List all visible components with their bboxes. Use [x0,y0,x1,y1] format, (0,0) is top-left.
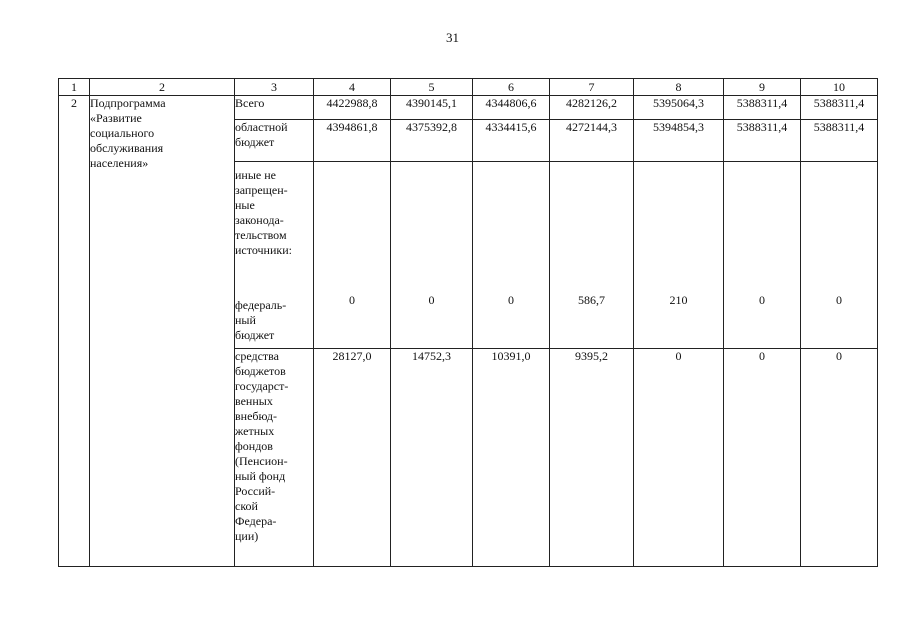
value-cell: 4344806,6 [473,96,550,120]
value-cell: 10391,0 [473,349,550,567]
funding-source [235,120,314,162]
column-header: 10 [801,79,878,96]
value-cell: 0 [391,162,473,349]
value-cell: 0 [801,162,878,349]
value-cell: 4282126,2 [550,96,634,120]
program-name-line: «Развитие [90,111,142,125]
row-number: 2 [59,96,90,567]
value-cell: 5395064,3 [634,96,724,120]
value-cell: 0 [634,349,724,567]
value-cell: 0 [724,349,801,567]
budget-table [58,78,878,567]
funding-source-line: бюджет [235,135,275,149]
value-cell: 5394854,3 [634,120,724,162]
value-cell: 28127,0 [314,349,391,567]
value-cell: 4375392,8 [391,120,473,162]
value-cell: 0 [473,162,550,349]
value-cell: 4394861,8 [314,120,391,162]
value-cell: 586,7 [550,162,634,349]
value-cell: 210 [634,162,724,349]
funding-source [235,162,314,349]
funding-source-line: внебюд- [235,409,277,423]
column-header: 3 [235,79,314,96]
value-cell: 5388311,4 [801,96,878,120]
funding-source-line: областной [235,120,288,134]
program-name-line: социального [90,126,155,140]
value-cell: 4272144,3 [550,120,634,162]
funding-source-line: государст- [235,379,289,393]
funding-source-line: источники: [235,243,292,257]
funding-source [235,96,314,120]
funding-source-line: ской [235,499,258,513]
funding-source-line: бюджетов [235,364,286,378]
funding-source-line: иные не [235,168,276,182]
value-cell: 0 [724,162,801,349]
page-number: 31 [446,30,459,45]
funding-source-line: запрещен- [235,183,288,197]
funding-source-line: бюджет [235,328,275,342]
funding-source-line: венных [235,394,273,408]
spacer [235,258,313,298]
funding-source-line: ный фонд [235,469,286,483]
column-header: 9 [724,79,801,96]
funding-source-line: федераль- [235,298,287,312]
funding-source-line: Федера- [235,514,277,528]
funding-source-line: тельством [235,228,287,242]
funding-source-line: Всего [235,96,265,110]
program-name-line: Подпрограмма [90,96,166,110]
value-cell: 0 [801,349,878,567]
funding-source-line: Россий- [235,484,276,498]
value-cell: 5388311,4 [724,120,801,162]
program-name-line: обслуживания [90,141,164,155]
funding-source [235,349,314,567]
header-row [59,79,878,96]
funding-source-line: фондов [235,439,273,453]
program-name [90,96,235,567]
program-name-line: населения» [90,156,149,170]
value-cell: 0 [314,162,391,349]
table-row [59,96,878,120]
value-cell: 14752,3 [391,349,473,567]
column-header: 6 [473,79,550,96]
funding-source-line: ные [235,198,255,212]
funding-source-line: ный [235,313,256,327]
funding-source-line: законода- [235,213,284,227]
funding-source-line: жетных [235,424,275,438]
column-header: 8 [634,79,724,96]
column-header: 7 [550,79,634,96]
value-cell: 4390145,1 [391,96,473,120]
column-header: 5 [391,79,473,96]
value-cell: 4422988,8 [314,96,391,120]
value-cell: 5388311,4 [724,96,801,120]
value-cell: 5388311,4 [801,120,878,162]
funding-source-line: (Пенсион- [235,454,288,468]
value-cell: 9395,2 [550,349,634,567]
funding-source-line: средства [235,349,280,363]
column-header: 1 [59,79,90,96]
value-cell: 4334415,6 [473,120,550,162]
funding-source-line: ции) [235,529,259,543]
column-header: 2 [90,79,235,96]
column-header: 4 [314,79,391,96]
